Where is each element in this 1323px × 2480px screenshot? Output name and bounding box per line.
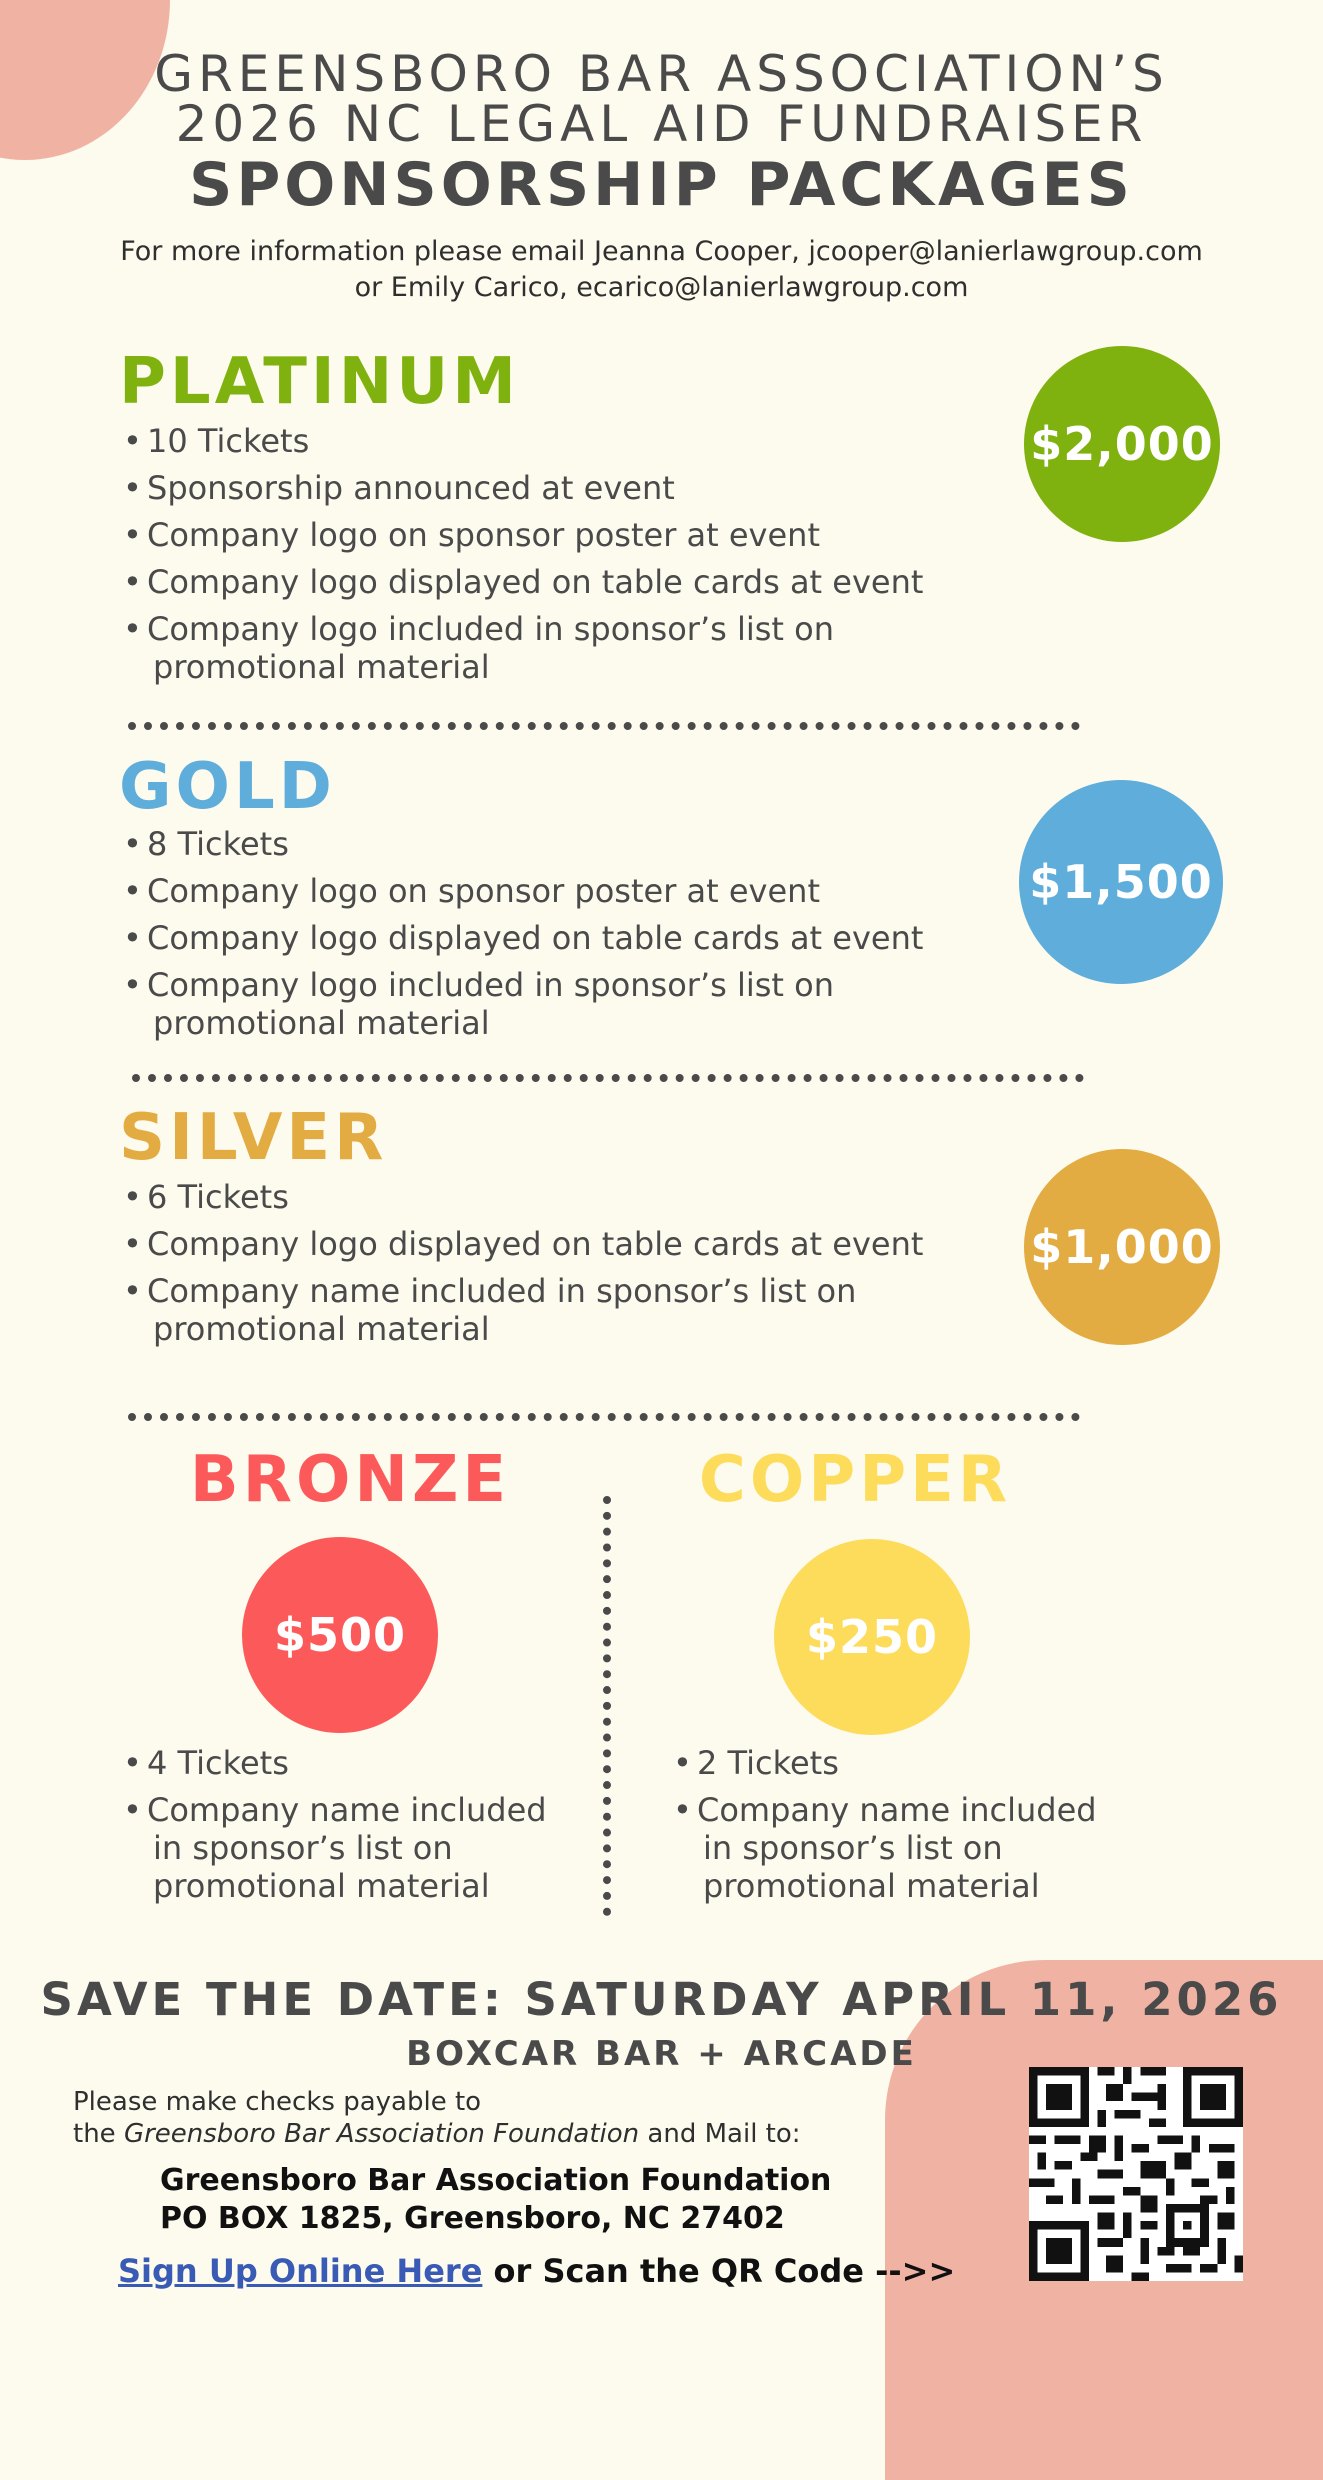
benefit-text: in sponsor’s list on [153, 1829, 453, 1867]
benefits-list-gold [119, 821, 999, 1042]
benefit-text: promotional material [703, 1867, 1040, 1905]
header-title-main: SPONSORSHIP PACKAGES [189, 150, 1134, 220]
save-the-date: SAVE THE DATE: SATURDAY APRIL 11, 2026 [40, 1973, 1283, 2026]
check-instructions-line1: Please make checks payable to [73, 2087, 482, 2117]
benefit-item: • 6 Tickets [119, 1174, 999, 1221]
check-instructions [73, 2086, 801, 2150]
benefit-item: • Sponsorship announced at event [119, 465, 999, 512]
price-badge-platinum: $2,000 [1024, 346, 1220, 542]
benefit-item: • Company logo displayed on table cards at event [119, 1221, 999, 1268]
check-suffix: and Mail to: [639, 2119, 801, 2149]
benefit-item: • Company logo displayed on table cards at event [119, 915, 999, 962]
benefit-text: • Company name included [697, 1791, 1097, 1829]
price-badge-copper: $250 [774, 1539, 970, 1735]
benefit-item: • Company logo on sponsor poster at event [119, 868, 999, 915]
dotted-divider [132, 1074, 1084, 1082]
benefit-text: • Company logo included in sponsor’s list on [147, 610, 834, 648]
header-title-line1: GREENSBORO BAR ASSOCIATION’S [154, 45, 1169, 103]
check-prefix: the [73, 2119, 124, 2149]
price-badge-bronze: $500 [242, 1537, 438, 1733]
benefit-item [119, 966, 999, 1042]
contact-info-line1: For more information please email Jeanna Cooper, jcooper@lanierlawgroup.com [120, 236, 1203, 267]
mailing-address-line2: PO BOX 1825, Greensboro, NC 27402 [160, 2201, 785, 2236]
contact-info [0, 234, 1323, 306]
benefit-text: in sponsor’s list on [703, 1829, 1003, 1867]
dotted-divider-vertical [603, 1496, 611, 1916]
benefits-list-silver [119, 1174, 999, 1348]
benefit-item: • 10 Tickets [119, 418, 999, 465]
tier-name-silver: SILVER [119, 1101, 388, 1175]
benefit-text: • Company name included in sponsor’s list on [147, 1272, 857, 1310]
tier-name-bronze: BRONZE [189, 1443, 511, 1517]
venue-name: BOXCAR BAR + ARCADE [406, 2034, 917, 2074]
benefit-text: promotional material [153, 1867, 490, 1905]
check-payee: Greensboro Bar Association Foundation [123, 2119, 640, 2149]
tier-name-copper: COPPER [698, 1443, 1012, 1517]
mailing-address [160, 2162, 831, 2238]
qr-code-icon[interactable] [1029, 2067, 1243, 2281]
benefits-list-platinum [119, 418, 999, 686]
price-badge-silver: $1,000 [1024, 1149, 1220, 1345]
benefit-text: • Company name included [147, 1791, 547, 1829]
dotted-divider [128, 722, 1080, 730]
benefit-item [669, 1791, 1149, 1905]
tier-name-platinum: PLATINUM [119, 345, 520, 419]
benefit-text: promotional material [153, 1004, 490, 1042]
benefit-text: promotional material [153, 1310, 490, 1348]
mailing-address-line1: Greensboro Bar Association Foundation [160, 2163, 832, 2198]
benefit-item [119, 1791, 599, 1905]
benefit-item [119, 1272, 999, 1348]
qr-code-graphic [1029, 2067, 1243, 2281]
check-instructions-line2 [73, 2118, 801, 2150]
benefit-text: • Company logo included in sponsor’s list on [147, 966, 834, 1004]
benefit-item: • 8 Tickets [119, 821, 999, 868]
benefit-text: promotional material [153, 648, 490, 686]
benefits-list-copper [669, 1740, 1149, 1905]
signup-online-link[interactable]: Sign Up Online Here [118, 2252, 483, 2290]
benefit-item: • 2 Tickets [669, 1740, 1149, 1787]
signup-line [118, 2251, 955, 2291]
dotted-divider [128, 1413, 1080, 1421]
header-title-line2: 2026 NC LEGAL AID FUNDRAISER [175, 95, 1148, 153]
signup-rest-text: or Scan the QR Code -->> [482, 2252, 956, 2290]
benefit-item: • Company logo on sponsor poster at event [119, 512, 999, 559]
benefit-item: • Company logo displayed on table cards at event [119, 559, 999, 606]
price-badge-gold: $1,500 [1019, 780, 1223, 984]
benefit-item [119, 610, 999, 686]
contact-info-line2: or Emily Carico, ecarico@lanierlawgroup.com [354, 272, 969, 303]
benefit-item: • 4 Tickets [119, 1740, 599, 1787]
benefits-list-bronze [119, 1740, 599, 1905]
tier-name-gold: GOLD [119, 750, 336, 824]
